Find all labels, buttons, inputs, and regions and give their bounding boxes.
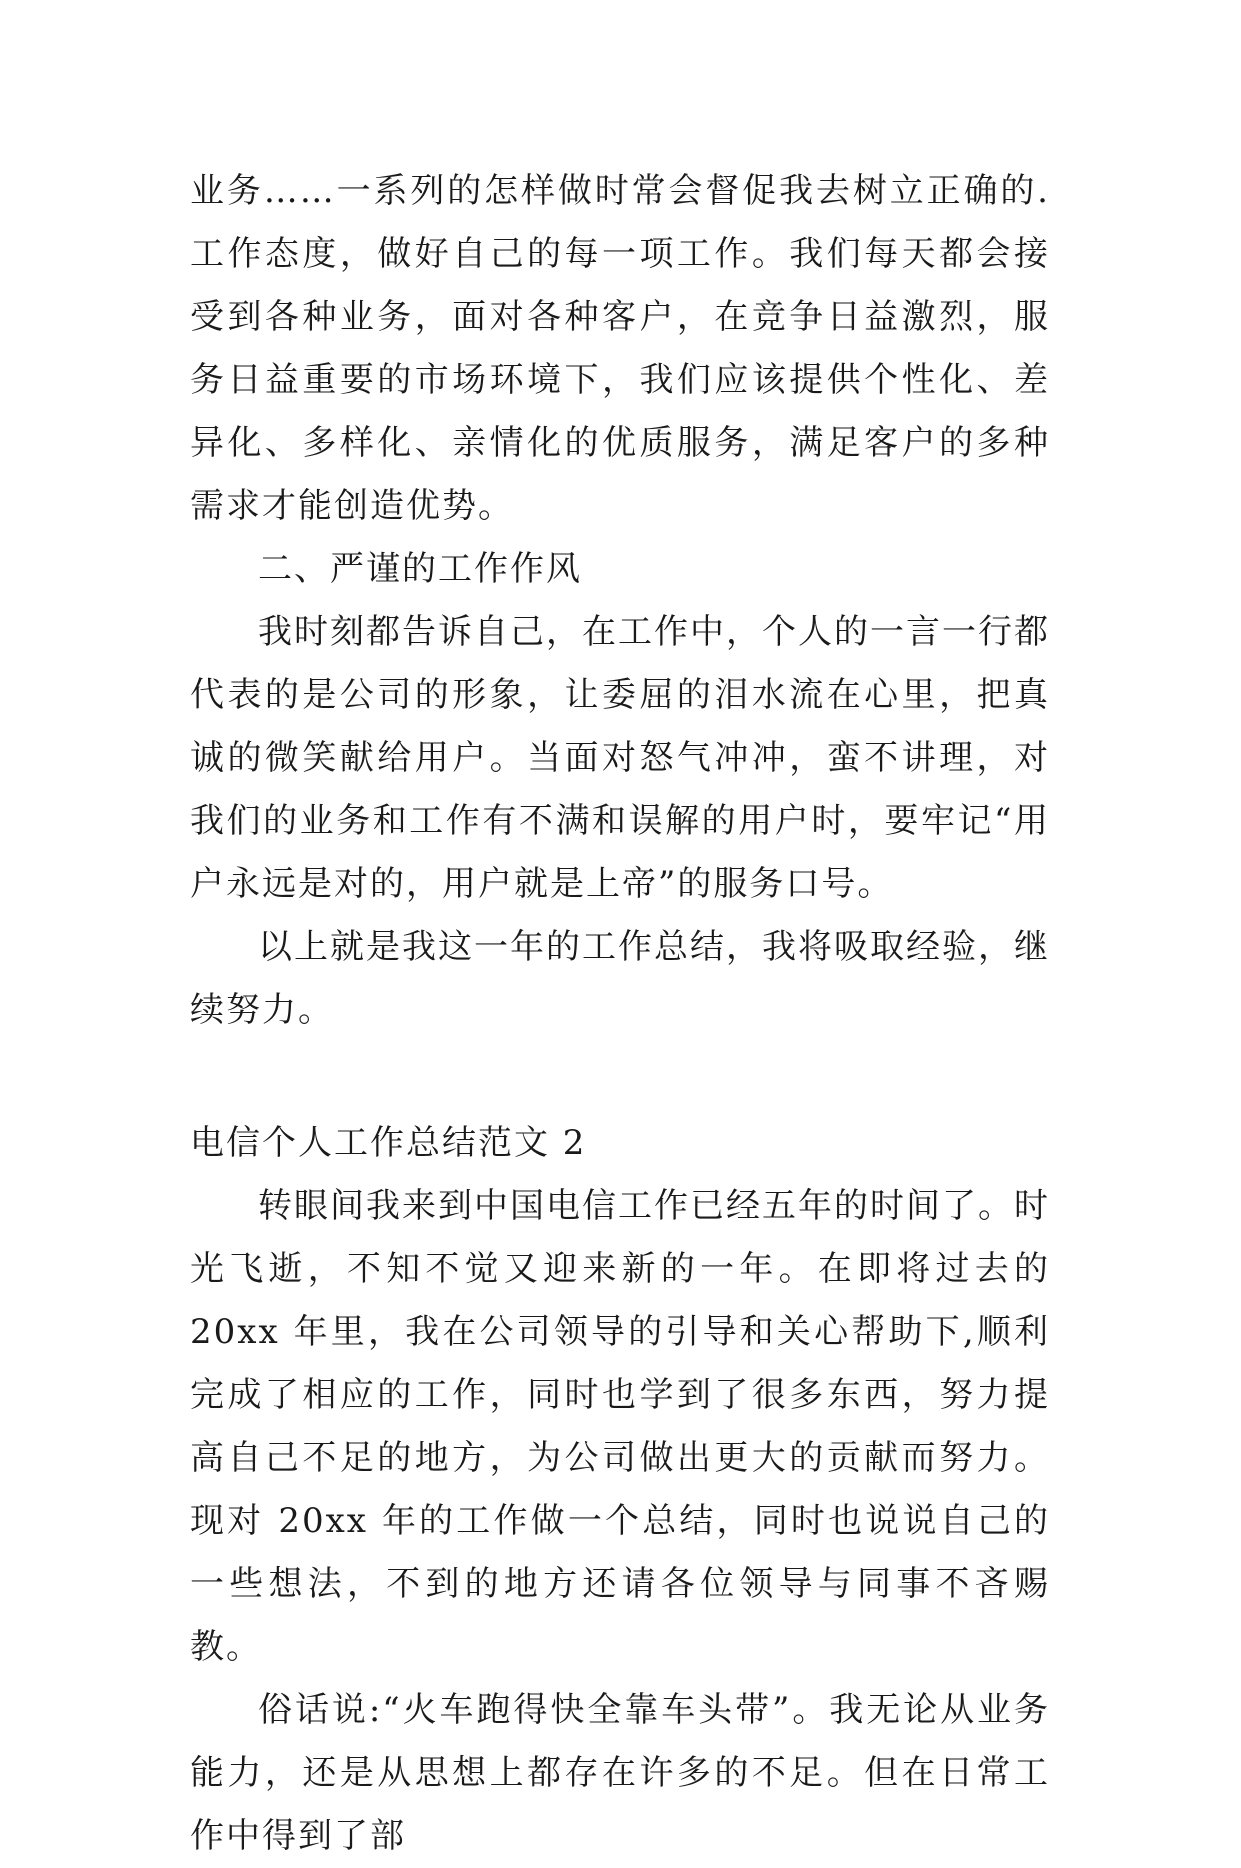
- paragraph-closing: 以上就是我这一年的工作总结，我将吸取经验，继续努力。: [190, 927, 1050, 1030]
- spacer: [190, 1042, 1050, 1112]
- article-title: 电信个人工作总结范文 2: [190, 1123, 587, 1163]
- paragraph-continued: 业务……一系列的怎样做时常会督促我去树立正确的.工作态度，做好自己的每一项工作。我们每天都会接受到各种业务，面对各种客户，在竞争日益激烈，服务日益重要的市场环境下，我们应该提供个性化、差异化、多样化、亲情化的优质服务，满足客户的多种需求才能创造优势。: [190, 171, 1050, 526]
- paragraph-intro: 转眼间我来到中国电信工作已经五年的时间了。时光飞逝，不知不觉又迎来新的一年。在即将过去的 20xx 年里，我在公司领导的引导和关心帮助下,顺利完成了相应的工作，同时也学到了很多东西，努力提高自己不足的地方，为公司做出更大的贡献而努力。现对 20xx 年的工作做一个总结，同时也说说自己的一些想法，不到的地方还请各位领导与同事不吝赐教。: [190, 1186, 1050, 1667]
- paragraph-attitude: 我时刻都告诉自己，在工作中，个人的一言一行都代表的是公司的形象，让委屈的泪水流在心里，把真诚的微笑献给用户。当面对怒气冲冲，蛮不讲理，对我们的业务和工作有不满和误解的用户时，要牢记“用户永远是对的，用户就是上帝”的服务口号。: [190, 612, 1050, 904]
- document-body: [190, 160, 1050, 1868]
- paragraph-saying: 俗话说:“火车跑得快全靠车头带”。我无论从业务能力，还是从思想上都存在许多的不足。但在日常工作中得到了部: [190, 1690, 1050, 1856]
- section-heading: 二、严谨的工作作风: [258, 549, 582, 589]
